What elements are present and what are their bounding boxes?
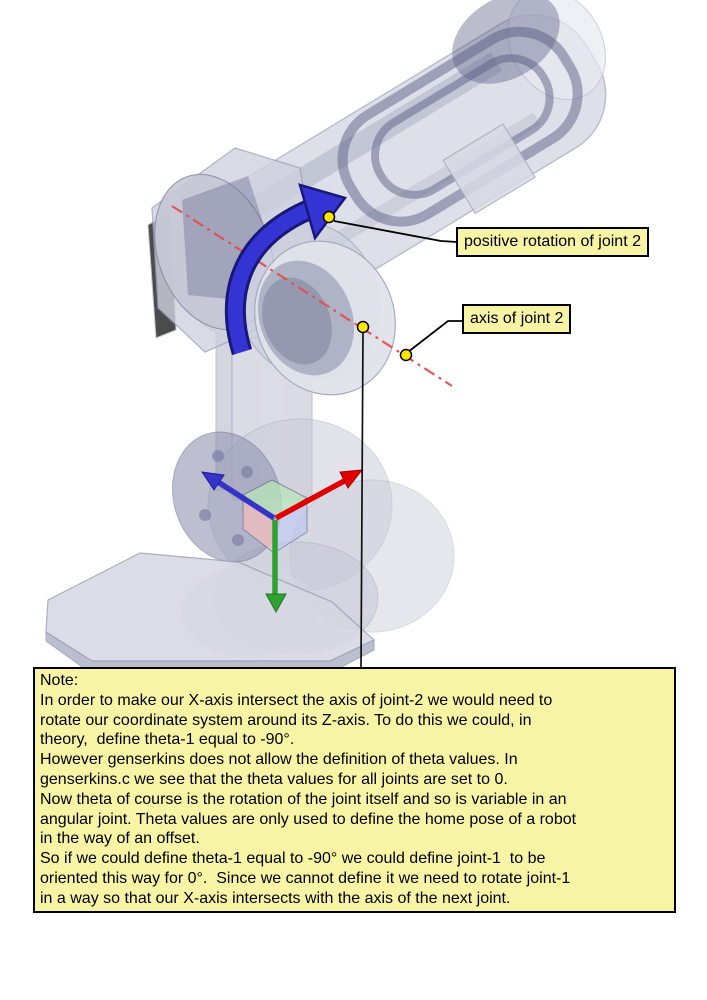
motor-hole bbox=[212, 450, 224, 462]
note-title: Note: bbox=[40, 672, 79, 689]
note-box bbox=[33, 667, 676, 913]
motor-hole bbox=[199, 509, 211, 521]
axis-marker-dot bbox=[358, 322, 369, 333]
note-line: in a way so that our X-axis intersects with the axis of the next joint. bbox=[40, 889, 511, 907]
note-line: rotate our coordinate system around its Z-axis. To do this we could, in bbox=[40, 711, 532, 729]
rotation-marker-dot bbox=[324, 212, 335, 223]
axis-callout-label: axis of joint 2 bbox=[462, 304, 571, 334]
note-line: oriented this way for 0°. Since we cannot define it we need to rotate joint-1 bbox=[40, 869, 571, 887]
axis-marker-dot-2 bbox=[401, 350, 412, 361]
note-line: theory, define theta-1 equal to -90°. bbox=[40, 731, 295, 749]
note-line: In order to make our X-axis intersect the axis of joint-2 we would need to bbox=[40, 691, 553, 709]
axis-callout-leader bbox=[408, 321, 464, 352]
note-line: However genserkins does not allow the definition of theta values. In bbox=[40, 751, 518, 769]
note-line: genserkins.c we see that the theta values for all joints are set to 0. bbox=[40, 770, 508, 788]
note-line: angular joint. Theta values are only used to define the home pose of a robot bbox=[40, 810, 577, 828]
motor-hole bbox=[232, 534, 244, 546]
note-line: in the way of an offset. bbox=[40, 830, 200, 848]
note-line: Now theta of course is the rotation of the joint itself and so is variable in an bbox=[40, 790, 567, 808]
rotation-callout-label: positive rotation of joint 2 bbox=[456, 227, 649, 257]
note-line: So if we could define theta-1 equal to -90° we could define joint-1 to be bbox=[40, 850, 546, 868]
motor-hole bbox=[241, 466, 253, 478]
